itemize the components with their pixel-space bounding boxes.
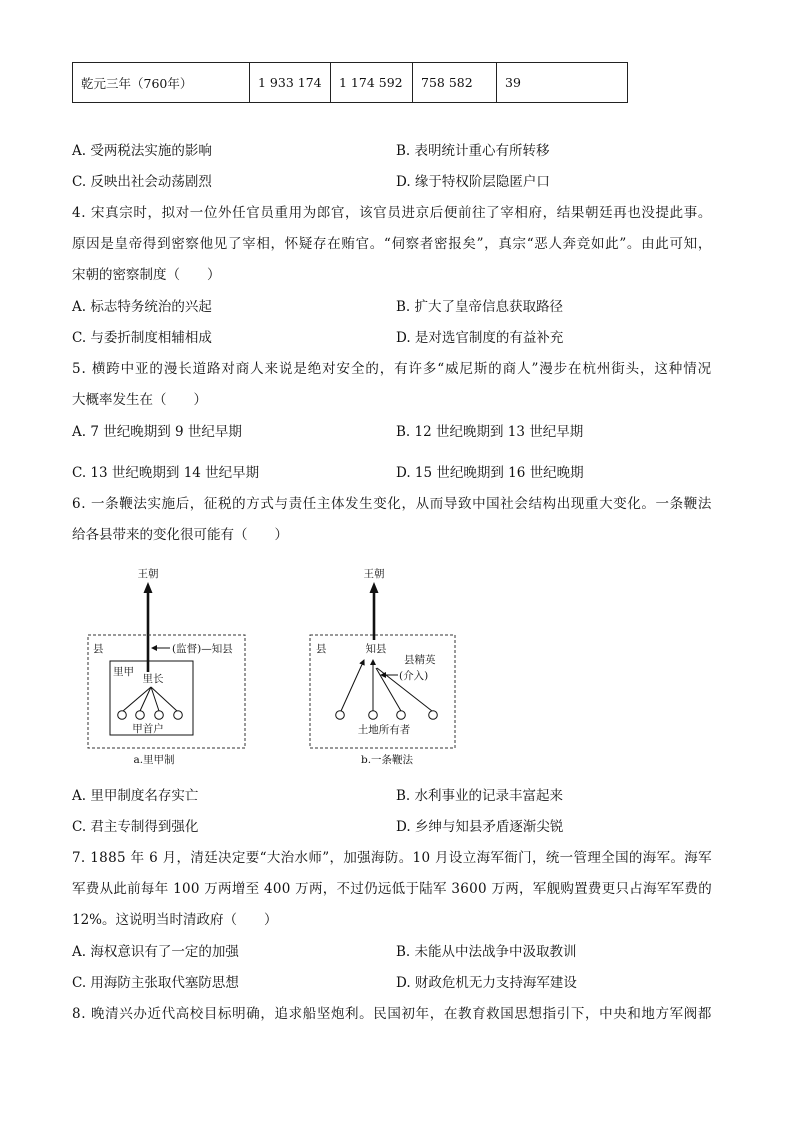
q5-stem-line: 大概率发生在（ ）: [72, 392, 207, 408]
q7-option-b: B. 未能从中法战争中汲取教训: [396, 944, 577, 960]
q6-option-d: D. 乡绅与知县矛盾逐渐尖锐: [396, 819, 564, 835]
q4-option-d: D. 是对选官制度的有益补充: [396, 330, 564, 346]
q7-option-d: D. 财政危机无力支持海军建设: [396, 975, 577, 991]
household-node-icon: [136, 711, 145, 720]
diagram-a-caption: a.里甲制: [133, 754, 175, 766]
landowner-node-icon: [429, 711, 438, 720]
single-whip-diagram: [310, 567, 455, 766]
q4-option-c: C. 与委折制度相辅相成: [72, 330, 212, 346]
intervene-label: (介入): [399, 670, 429, 682]
q5-option-a: A. 7 世纪晚期到 9 世纪早期: [72, 424, 242, 440]
arrow-head-icon: [144, 582, 153, 593]
dynasty-label: 王朝: [363, 568, 385, 580]
table-cell-value: 758 582: [413, 63, 497, 103]
q3-option-c: C. 反映出社会动荡剧烈: [72, 174, 212, 190]
table-cell-era: 乾元三年（760年）: [73, 63, 250, 103]
q5-option-c: C. 13 世纪晚期到 14 世纪早期: [72, 465, 260, 481]
lizhang-label: 里长: [142, 673, 164, 685]
landowner-node-icon: [369, 711, 378, 720]
q4-stem-line: 4. 宋真宗时，拟对一位外任官员重用为郎官，该官员进京后便前往了宰相府，结果朝廷再也没提此事。: [72, 205, 712, 221]
link-line: [123, 687, 151, 711]
elite-label: 县精英: [404, 654, 436, 666]
lijia-diagram: [88, 567, 245, 766]
tax-system-diagram: [80, 560, 470, 770]
q4-stem-line: 原因是皇帝得到密察他见了宰相，怀疑存在贿官。“伺察者密报矣”，真宗“恶人奔竞如此”。由此可知，: [72, 236, 712, 252]
link-line: [341, 660, 364, 711]
diagram-b-caption: b.一条鞭法: [360, 754, 414, 766]
table-cell-value: 39: [497, 63, 628, 103]
households-label: 甲首户: [132, 723, 164, 735]
landowners-label: 土地所有者: [357, 724, 411, 736]
household-node-icon: [155, 711, 164, 720]
table-cell-value: 1 933 174: [250, 63, 331, 103]
q4-stem-line: 宋朝的密察制度（ ）: [72, 267, 221, 283]
link-line: [376, 668, 401, 711]
q3-option-a: A. 受两税法实施的影响: [72, 143, 212, 159]
q7-option-a: A. 海权意识有了一定的加强: [72, 944, 239, 960]
table-cell-value: 1 174 592: [331, 63, 413, 103]
arrow-head-icon: [370, 582, 379, 593]
dynasty-label: 王朝: [137, 568, 159, 580]
q5-option-d: D. 15 世纪晚期到 16 世纪晚期: [396, 465, 584, 481]
q8-stem-line: 8. 晚清兴办近代高校目标明确，追求船坚炮利。民国初年，在教育救国思想指引下，中央和地方军阀都: [72, 1006, 712, 1022]
q6-stem-line: 6. 一条鞭法实施后，征税的方式与责任主体发生变化，从而导致中国社会结构出现重大变化。一条鞭法: [72, 496, 712, 512]
q3-option-d: D. 缘于特权阶层隐匿户口: [396, 174, 550, 190]
household-node-icon: [118, 711, 127, 720]
landowner-node-icon: [397, 711, 406, 720]
q6-option-b: B. 水利事业的记录丰富起来: [396, 788, 564, 804]
q7-stem-line: 军费从此前每年 100 万两增至 400 万两，不过仍远低于陆军 3600 万两，军舰购置费更只占海军军费的: [72, 881, 712, 897]
magistrate-label: 知县: [365, 643, 387, 655]
q4-option-a: A. 标志特务统治的兴起: [72, 299, 212, 315]
q6-option-a: A. 里甲制度名存实亡: [72, 788, 199, 804]
county-label: 县: [316, 643, 327, 655]
link-line: [140, 687, 151, 711]
population-table-row: [72, 62, 628, 103]
q5-stem-line: 5. 横跨中亚的漫长道路对商人来说是绝对安全的，有许多“威尼斯的商人”漫步在杭州街头，这种情况: [72, 361, 712, 377]
landowner-node-icon: [336, 711, 345, 720]
q4-option-b: B. 扩大了皇帝信息获取路径: [396, 299, 564, 315]
q6-option-c: C. 君主专制得到强化: [72, 819, 199, 835]
q7-stem-line: 12%。这说明当时清政府（ ）: [72, 912, 278, 928]
q7-stem-line: 7. 1885 年 6 月，清廷决定要“大治水师”，加强海防。10 月设立海军衙门，统一管理全国的海军。海军: [72, 850, 712, 866]
county-label: 县: [93, 643, 104, 655]
q3-option-b: B. 表明统计重心有所转移: [396, 143, 550, 159]
lijia-label: 里甲: [113, 666, 134, 678]
table-row: [73, 63, 628, 103]
q7-option-c: C. 用海防主张取代塞防思想: [72, 975, 239, 991]
q5-option-b: B. 12 世纪晚期到 13 世纪早期: [396, 424, 584, 440]
household-node-icon: [174, 711, 183, 720]
q6-stem-line: 给各县带来的变化很可能有（ ）: [72, 527, 288, 543]
supervise-magistrate-label: (监督)—知县: [172, 643, 233, 655]
